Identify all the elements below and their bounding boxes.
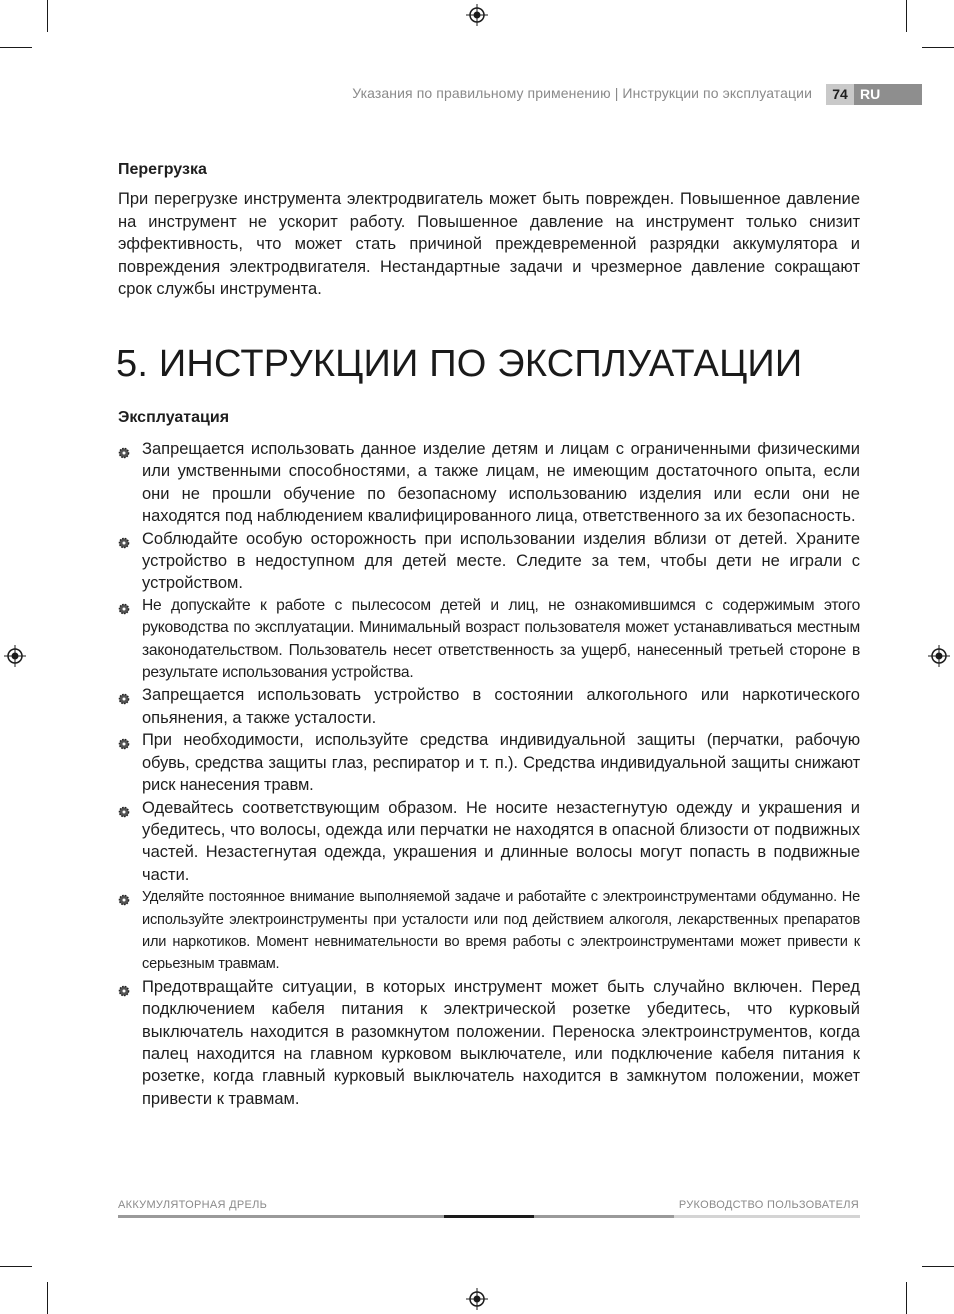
footer-rule-accent xyxy=(444,1215,534,1218)
crop-mark xyxy=(906,0,907,32)
list-item-text: Одевайтесь соответствующим образом. Не носите незастегнутую одежду и украшения и убедитесь, что волосы, одежда или перчатки не находятся в опасной близости от подвижных частей. Незастегнутая одежда, украшения и длинные волосы могут попасть в подвижные части. xyxy=(142,798,860,884)
list-item-text: Уделяйте постоянное внимание выполняемой задаче и работайте с электроинструментами обдуманно. Не используйте электроинструменты при усталости или под действием алкоголя, лекарственных препаратов или наркотиков. Момент невнимательности во время работы с электроинструментами может привести к серьезным травмам. xyxy=(142,889,860,973)
crop-mark xyxy=(922,1266,954,1267)
list-item xyxy=(118,595,860,685)
language-tag: RU xyxy=(854,84,922,105)
registration-mark-icon xyxy=(466,4,488,26)
footer-product-name: АККУМУЛЯТОРНАЯ ДРЕЛЬ xyxy=(118,1199,268,1211)
gear-bullet-icon xyxy=(118,443,130,455)
crop-mark xyxy=(47,0,48,32)
crop-mark xyxy=(0,1266,32,1267)
list-item xyxy=(118,797,860,887)
list-item xyxy=(118,528,860,595)
overload-section xyxy=(118,161,860,301)
list-item-text: При необходимости, используйте средства индивидуальной защиты (перчатки, рабочую обувь, средства защиты глаз, респиратор и т. п.). Средства индивидуальной защиты снижают риск нанесения травм. xyxy=(142,731,860,795)
gear-bullet-icon xyxy=(118,802,130,814)
crop-mark xyxy=(922,47,954,48)
list-item xyxy=(118,886,860,976)
overload-paragraph: При перегрузке инструмента электродвигатель может быть поврежден. Повышенное давление на инструмент не ускорит работу. Повышенное давление на инструмент только снизит эффективность, что может стать причиной преждевременной разрядки аккумулятора и повреждения электродвигателя. Нестандартные задачи и чрезмерное давление сокращают срок службы инструмента. xyxy=(118,190,860,299)
list-item xyxy=(118,684,860,729)
registration-mark-icon xyxy=(466,1288,488,1310)
list-item-text: Соблюдайте особую осторожность при использовании изделия вблизи от детей. Храните устройство в недоступном для детей месте. Следите за тем, чтобы дети не играли с устройством. xyxy=(142,529,860,593)
instruction-list xyxy=(118,438,860,1110)
crop-mark xyxy=(906,1282,907,1314)
list-item xyxy=(118,729,860,796)
registration-mark-icon xyxy=(928,645,950,667)
gear-bullet-icon xyxy=(118,734,130,746)
gear-bullet-icon xyxy=(118,981,130,993)
footer-rule xyxy=(674,1215,860,1218)
crop-mark xyxy=(47,1282,48,1314)
list-item xyxy=(118,976,860,1110)
footer-rule xyxy=(118,1215,444,1218)
gear-bullet-icon xyxy=(118,689,130,701)
list-item-text: Запрещается использовать устройство в состоянии алкогольного или наркотического опьянения, а также усталости. xyxy=(142,686,860,727)
operation-subheading: Эксплуатация xyxy=(118,409,230,426)
section-heading: 5. ИНСТРУКЦИИ ПО ЭКСПЛУАТАЦИИ xyxy=(116,343,803,385)
gear-bullet-icon xyxy=(118,600,130,612)
crop-mark xyxy=(0,47,32,48)
list-item-text: Запрещается использовать данное изделие детям и лицам с ограниченными физическими или умственными способностями, а также лицам, не имеющим достаточного опыта, если они не прошли обучение по безопасному использованию изделия или если они не находятся под наблюдением квалифицированного лица, ответственного за их безопасность. xyxy=(142,440,860,526)
registration-mark-icon xyxy=(4,645,26,667)
gear-bullet-icon xyxy=(118,891,130,903)
gear-bullet-icon xyxy=(118,533,130,545)
footer-document-type: РУКОВОДСТВО ПОЛЬЗОВАТЕЛЯ xyxy=(678,1199,859,1211)
list-item-text: Предотвращайте ситуации, в которых инструмент может быть случайно включен. Перед подключением кабеля питания к электрической розетке убедитесь, что курковый выключатель находится в разомкнутом положении. Переноска электроинструментов, когда палец находится на главном курковом выключателе, или подключение кабеля питания к розетке, когда главный курковый выключатель находится в замкнутом положении, может привести к травмам. xyxy=(142,977,860,1108)
page-number: 74 xyxy=(826,84,854,105)
overload-title: Перегрузка xyxy=(118,161,207,178)
operation-section xyxy=(118,409,860,1110)
footer-rule xyxy=(534,1215,674,1218)
running-header: Указания по правильному применению | Инструкции по эксплуатации xyxy=(352,85,812,101)
list-item-text: Не допускайте к работе с пылесосом детей и лиц, не ознакомившимся с содержимым этого руководства по эксплуатации. Минимальный возраст пользователя может устанавливаться местным законодательством. Пользователь несет ответственность за ущерб, нанесенный третьей стороне в результате использования устройства. xyxy=(142,596,860,682)
list-item xyxy=(118,438,860,528)
